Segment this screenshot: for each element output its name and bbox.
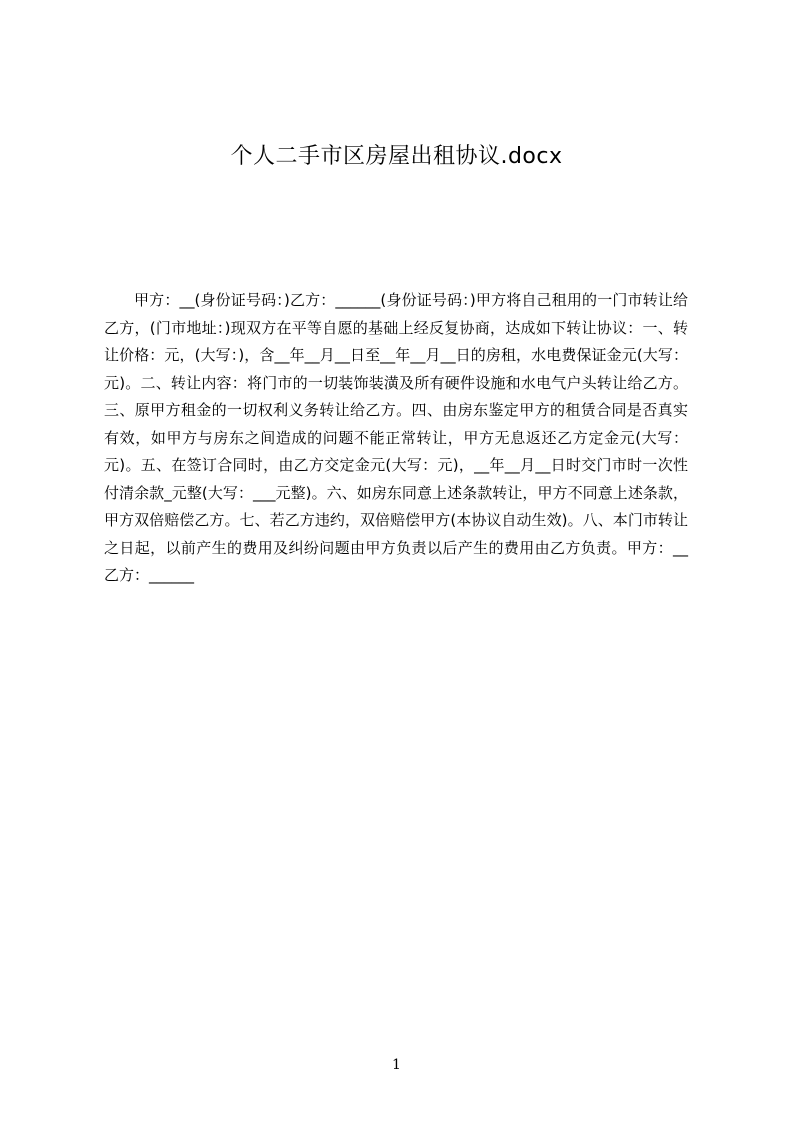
document-title: 个人二手市区房屋出租协议.docx: [230, 144, 563, 169]
page-number: 1: [392, 1057, 401, 1073]
document-body-paragraph: 甲方：__(身份证号码：)乙方：______(身份证号码：)甲方将自己租用的一门市转让给乙方，(门市地址：)现双方在平等自愿的基础上经反复协商，达成如下转让协议：一、转让价格：元，(大写：)，含__年__月__日至__年__月__日的房租，水电费保证金元(大写：元)。二、转让内容：将门市的一切装饰装潢及所有硬件设施和水电气户头转让给乙方。三、原甲方租金的一切权利义务转让给乙方。四、由房东鉴定甲方的租赁合同是否真实有效，如甲方与房东之间造成的问题不能正常转让，甲方无息返还乙方定金元(大写：元)。五、在签订合同时，由乙方交定金元(大写：元)，__年__月__日时交门市时一次性付清余款_元整(大写：___元整)。六、如房东同意上述条款转让，甲方不同意上述条款，甲方双倍赔偿乙方。七、若乙方违约，双倍赔偿甲方(本协议自动生效)。八、本门市转让之日起，以前产生的费用及纠纷问题由甲方负责以后产生的费用由乙方负责。甲方：__乙方：______: [104, 291, 688, 584]
